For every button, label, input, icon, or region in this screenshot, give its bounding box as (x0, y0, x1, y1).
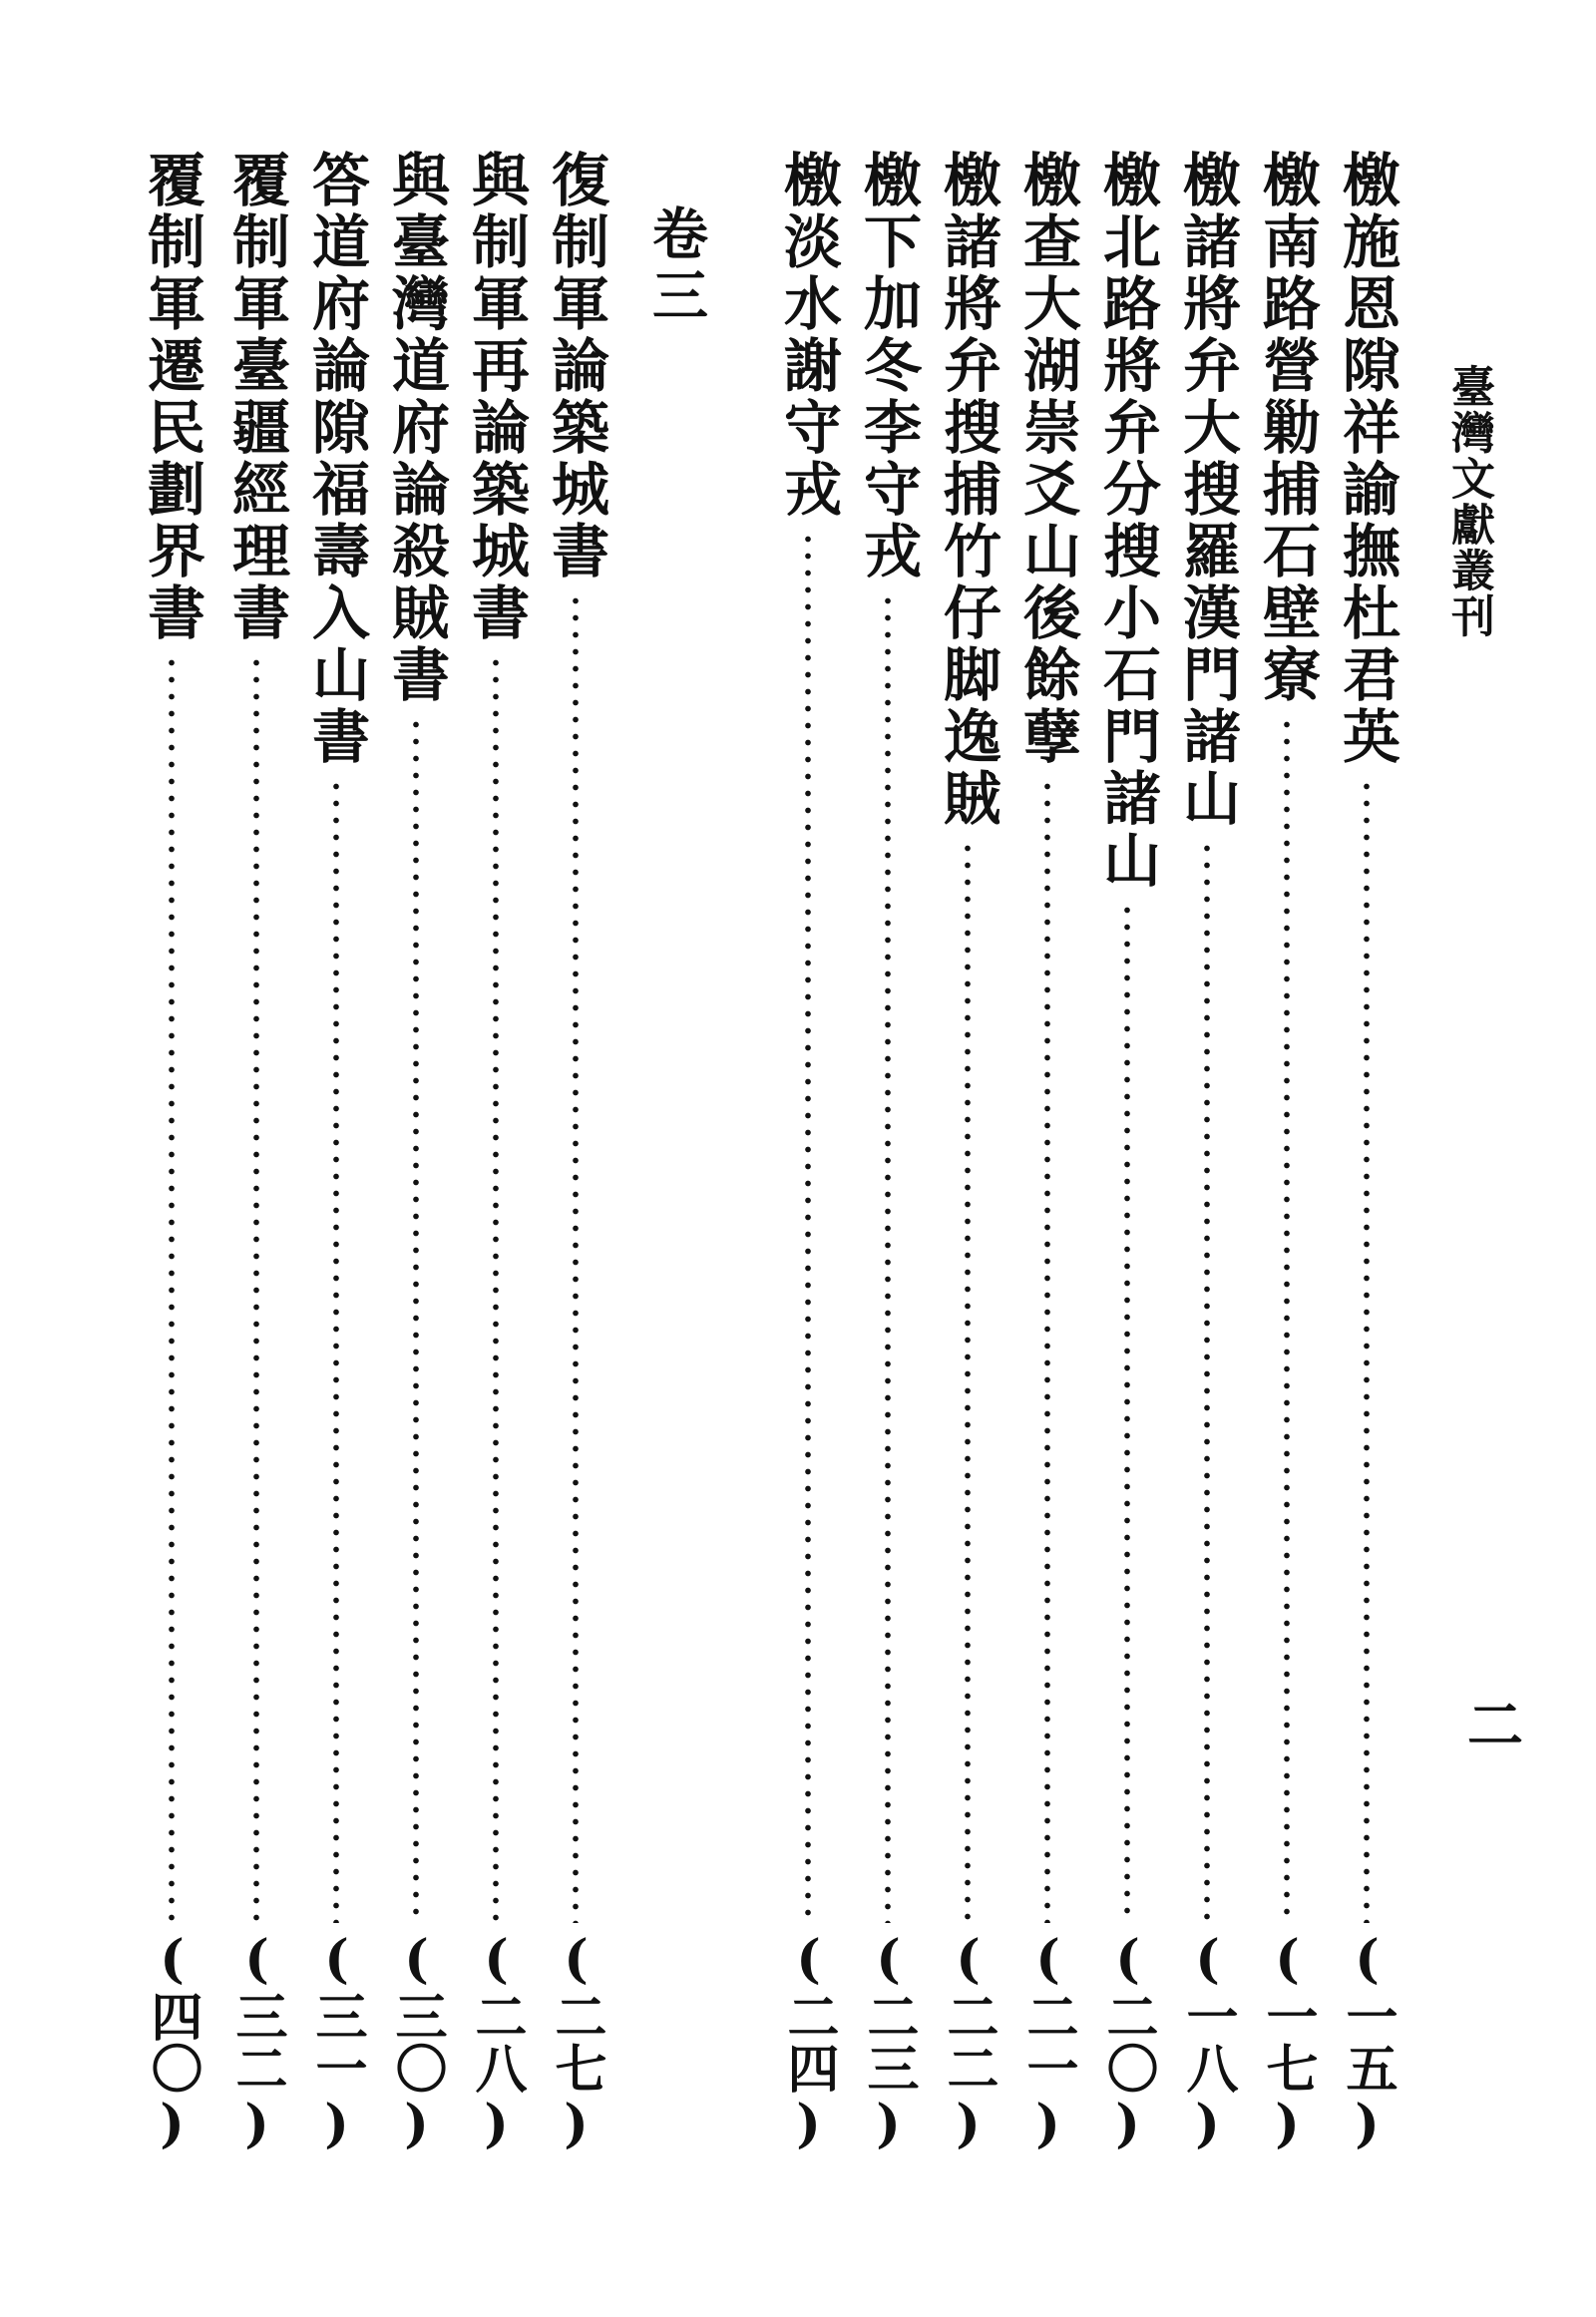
toc-entry (544, 150, 607, 2154)
toc-entry-title: 復制軍論築城書 (542, 150, 609, 582)
toc-entry-title: 檄查大湖崇爻山後餘孽 (1013, 150, 1081, 768)
toc-entry-title: 與臺灣道府論殺賊書 (382, 150, 450, 706)
dot-leader (332, 778, 340, 1923)
toc-entry-page: (三二) (226, 1929, 287, 2154)
toc-entry-page: (二二) (938, 1929, 998, 2154)
dot-leader (572, 592, 580, 1923)
toc-entry-page: (二一) (1017, 1929, 1078, 2154)
toc-entry (776, 150, 840, 2154)
dot-leader (884, 592, 892, 1923)
toc-entry (1095, 150, 1159, 2154)
page-number: 二 (1458, 1696, 1524, 1751)
toc-entry-page: (二七) (546, 1929, 606, 2154)
toc-entry (140, 150, 203, 2154)
toc-entry-page: (二三) (858, 1929, 919, 2154)
toc-entry (936, 150, 999, 2154)
toc-entry (304, 150, 368, 2154)
toc-entry-page: (三〇) (386, 1929, 447, 2154)
toc-entry-title: 與制軍再論築城書 (462, 150, 530, 644)
toc-entry-page: (二八) (466, 1929, 527, 2154)
toc-entry-page: (四〇) (142, 1929, 202, 2154)
toc-entry-title: 檄諸將弁搜捕竹仔脚逸賊 (934, 150, 1001, 830)
toc-entry (1015, 150, 1079, 2154)
section-heading: 卷三 (643, 204, 709, 328)
dot-leader (252, 654, 260, 1923)
dot-leader (1043, 778, 1051, 1923)
dot-leader (804, 531, 812, 1923)
toc-entry-title: 檄南路營勦捕石壁寮 (1253, 150, 1321, 706)
dot-leader (168, 654, 176, 1923)
dot-leader (1123, 902, 1131, 1923)
toc-entry-title: 答道府論隙福壽入山書 (302, 150, 370, 768)
toc-entry (384, 150, 448, 2154)
toc-entry-title: 覆制軍臺疆經理書 (222, 150, 290, 644)
running-head: 臺灣文獻叢刊 (1443, 364, 1494, 639)
dot-leader (964, 840, 972, 1923)
toc-entry (856, 150, 920, 2154)
toc-entry-page: (一八) (1177, 1929, 1238, 2154)
toc-entry (1175, 150, 1239, 2154)
toc-entry-page: (二〇) (1097, 1929, 1158, 2154)
toc-entry-title: 檄施恩隙祥諭撫杜君英 (1333, 150, 1400, 768)
toc-entry (224, 150, 288, 2154)
dot-leader (412, 716, 420, 1923)
toc-entry-page: (一七) (1257, 1929, 1318, 2154)
dot-leader (1283, 716, 1291, 1923)
toc-entry-title: 檄諸將弁大搜羅漢門諸山 (1173, 150, 1241, 830)
dot-leader (492, 654, 500, 1923)
toc-entry (1335, 150, 1398, 2154)
dot-leader (1363, 778, 1371, 1923)
toc-entry-page: (二四) (778, 1929, 839, 2154)
toc-entry-title: 檄北路將弁分搜小石門諸山 (1093, 150, 1161, 892)
toc-entry-title: 覆制軍遷民劃界書 (138, 150, 205, 644)
toc-entry (1255, 150, 1319, 2154)
toc-entry-title: 檄淡水謝守戎 (774, 150, 842, 521)
toc-entry-title: 檄下加冬李守戎 (854, 150, 922, 582)
dot-leader (1203, 840, 1211, 1923)
toc-entry-page: (一五) (1337, 1929, 1397, 2154)
toc-entry-page: (三一) (306, 1929, 367, 2154)
toc-entry (464, 150, 528, 2154)
